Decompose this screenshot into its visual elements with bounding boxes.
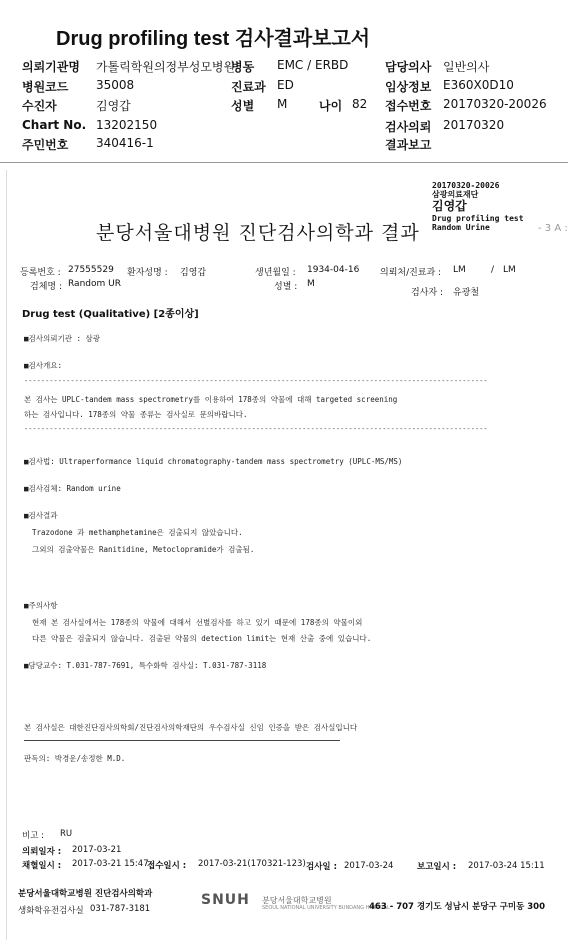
clinic-value: ED [277, 78, 294, 92]
snuh-logo-korean: 분당서울대학교병원 [262, 896, 332, 905]
dob-label: 생년월일 : [255, 268, 296, 278]
snuh-logo: SNUH [201, 892, 250, 908]
test-date-value: 2017-03-24 [344, 861, 394, 871]
hospital-code-label: 병원코드 [22, 80, 69, 94]
report-datetime-label: 보고일시 : [417, 862, 457, 872]
examiner-value: 유광철 [453, 288, 480, 298]
section-title: Drug test (Qualitative) [2종이상] [22, 309, 199, 320]
request-value: 20170320 [443, 118, 505, 132]
sex-label: 성별 [231, 99, 255, 113]
overview-line-2: 하는 검사입니다. 178종의 약물 종류는 검사실로 문의바랍니다. [24, 410, 248, 419]
report-datetime-value: 2017-03-24 15:11 [468, 861, 545, 871]
reader-line: 판독의: 박경운/송정한 M.D. [24, 754, 126, 763]
footer-address: 463 - 707 경기도 성남시 분당구 구미동 300 [369, 902, 546, 912]
stamp-name: 김영갑 [432, 199, 467, 213]
stamp-test: Drug profiling test [432, 214, 524, 223]
specimen-line: ■검사검체: Random urine [24, 484, 121, 493]
referrer-label: 의뢰처/진료과 : [380, 268, 442, 278]
dashed-divider-bottom: -------------------------------------------------------------------------------------------------------------- [24, 425, 488, 433]
specimen-stamp [432, 181, 524, 232]
stamp-specimen: Random Urine [432, 223, 490, 232]
footer-dept-name: 분당서울대학교병원 진단검사의학과 [18, 889, 153, 899]
report-title: Drug profiling test 검사결과보고서 [56, 28, 371, 50]
collect-value: 2017-03-21 15:47 [72, 859, 149, 869]
referrer-value-a: LM [453, 265, 466, 275]
examiner-label: 검사자 : [411, 288, 443, 298]
scan-sex-label: 성별 : [274, 282, 298, 292]
patient-label: 수진자 [22, 99, 57, 113]
request-date-value: 2017-03-21 [72, 845, 122, 855]
note-value: RU [60, 829, 73, 839]
specimen-value: Random UR [68, 279, 121, 289]
hospital-code-value: 35008 [96, 78, 135, 92]
note-label: 비고 : [22, 831, 44, 841]
chart-value: 13202150 [96, 118, 158, 132]
receipt-label: 접수번호 [385, 99, 432, 113]
footer-phone: 031-787-3181 [90, 904, 151, 914]
institution-value: 가톨릭학원의정부성모병원 [96, 60, 236, 74]
agency-line: ■검사의뢰기관 : 삼광 [24, 334, 101, 343]
reg-value: 27555529 [68, 265, 114, 275]
receipt-value: 20170320-20026 [443, 97, 547, 111]
age-label: 나이 [319, 99, 343, 113]
request-label: 검사의뢰 [385, 120, 432, 134]
method-line: ■검사법: Ultraperformance liquid chromatography-tandem mass spectrometry (UPLC-MS/MS) [24, 457, 403, 466]
contact-line: ■담당교수: T.031-787-7691, 특수화학 검사실: T.031-787-3118 [24, 661, 267, 670]
clinical-info-label: 임상정보 [385, 80, 432, 94]
age-value: 82 [352, 97, 368, 111]
stamp-receipt: 20170320-20026 [432, 181, 500, 190]
referrer-separator: / [491, 265, 495, 275]
header-divider [0, 162, 568, 163]
clinic-label: 진료과 [231, 80, 266, 94]
side-mark: - 3 A : [538, 223, 568, 234]
rrn-value: 340416-1 [96, 136, 154, 150]
reg-label: 등록번호 : [20, 268, 61, 278]
caution-heading: ■주의사항 [24, 601, 58, 610]
chart-label: Chart No. [22, 118, 87, 132]
stamp-lab: 삼광의료재단 [432, 190, 479, 199]
rrn-label: 주민번호 [22, 138, 69, 152]
doctor-value: 일반의사 [443, 60, 490, 74]
institution-label: 의뢰기관명 [22, 60, 80, 74]
overview-line-1: 본 검사는 UPLC-tandem mass spectrometry를 이용하여 178종의 약물에 대해 targeted screening [24, 395, 398, 404]
scan-sex-value: M [307, 279, 315, 289]
doctor-label: 담당의사 [385, 60, 432, 74]
sex-value: M [277, 97, 288, 111]
patient-value: 김영갑 [96, 99, 131, 113]
result-heading: ■검사결과 [24, 511, 58, 520]
dept-value: EMC / ERBD [277, 58, 349, 72]
clinical-info-value: E360X0D10 [443, 78, 514, 92]
certification-rule [24, 740, 340, 741]
referrer-value-b: LM [503, 265, 516, 275]
report-label: 결과보고 [385, 138, 432, 152]
accept-value: 2017-03-21(170321-123) [198, 859, 306, 869]
footer-lab-name: 생화학유전검사실 [18, 906, 84, 916]
result-line-1: Trazodone 과 methamphetamine은 검출되지 않았습니다. [32, 528, 243, 537]
collect-label: 채혈일시 : [22, 861, 62, 871]
accept-label: 접수일시 : [147, 861, 187, 871]
overview-heading: ■검사개요: [24, 361, 63, 370]
request-date-label: 의뢰일자 : [22, 847, 62, 857]
snuh-logo-english: SEOUL NATIONAL UNIVERSITY BUNDANG HOSPITAL [262, 905, 390, 911]
dashed-divider-top: -------------------------------------------------------------------------------------------------------------- [24, 377, 488, 385]
result-line-2: 그외의 검출약물은 Ranitidine, Metoclopramide가 검출됨. [32, 545, 255, 554]
hospital-title: 분당서울대병원 진단검사의학과 결과 [96, 222, 420, 244]
name-label: 환자성명 : [127, 268, 168, 278]
caution-line-1: 현재 본 검사실에서는 178종의 약물에 대해서 선별검사를 하고 있기 때문에 178종의 약물이외 [32, 618, 363, 627]
dept-label: 병동 [231, 60, 255, 74]
name-value: 김영갑 [180, 268, 207, 278]
caution-line-2: 다른 약물은 검출되지 않습니다. 검출된 약물의 detection limit는 현재 산출 중에 있습니다. [32, 634, 372, 643]
certification-line: 본 검사실은 대한진단검사의학회/진단검사의학재단의 우수검사실 신임 인증을 받은 검사실입니다 [24, 723, 358, 732]
specimen-label: 검체명 : [30, 282, 62, 292]
test-date-label: 검사일 : [306, 862, 337, 872]
dob-value: 1934-04-16 [307, 265, 360, 275]
